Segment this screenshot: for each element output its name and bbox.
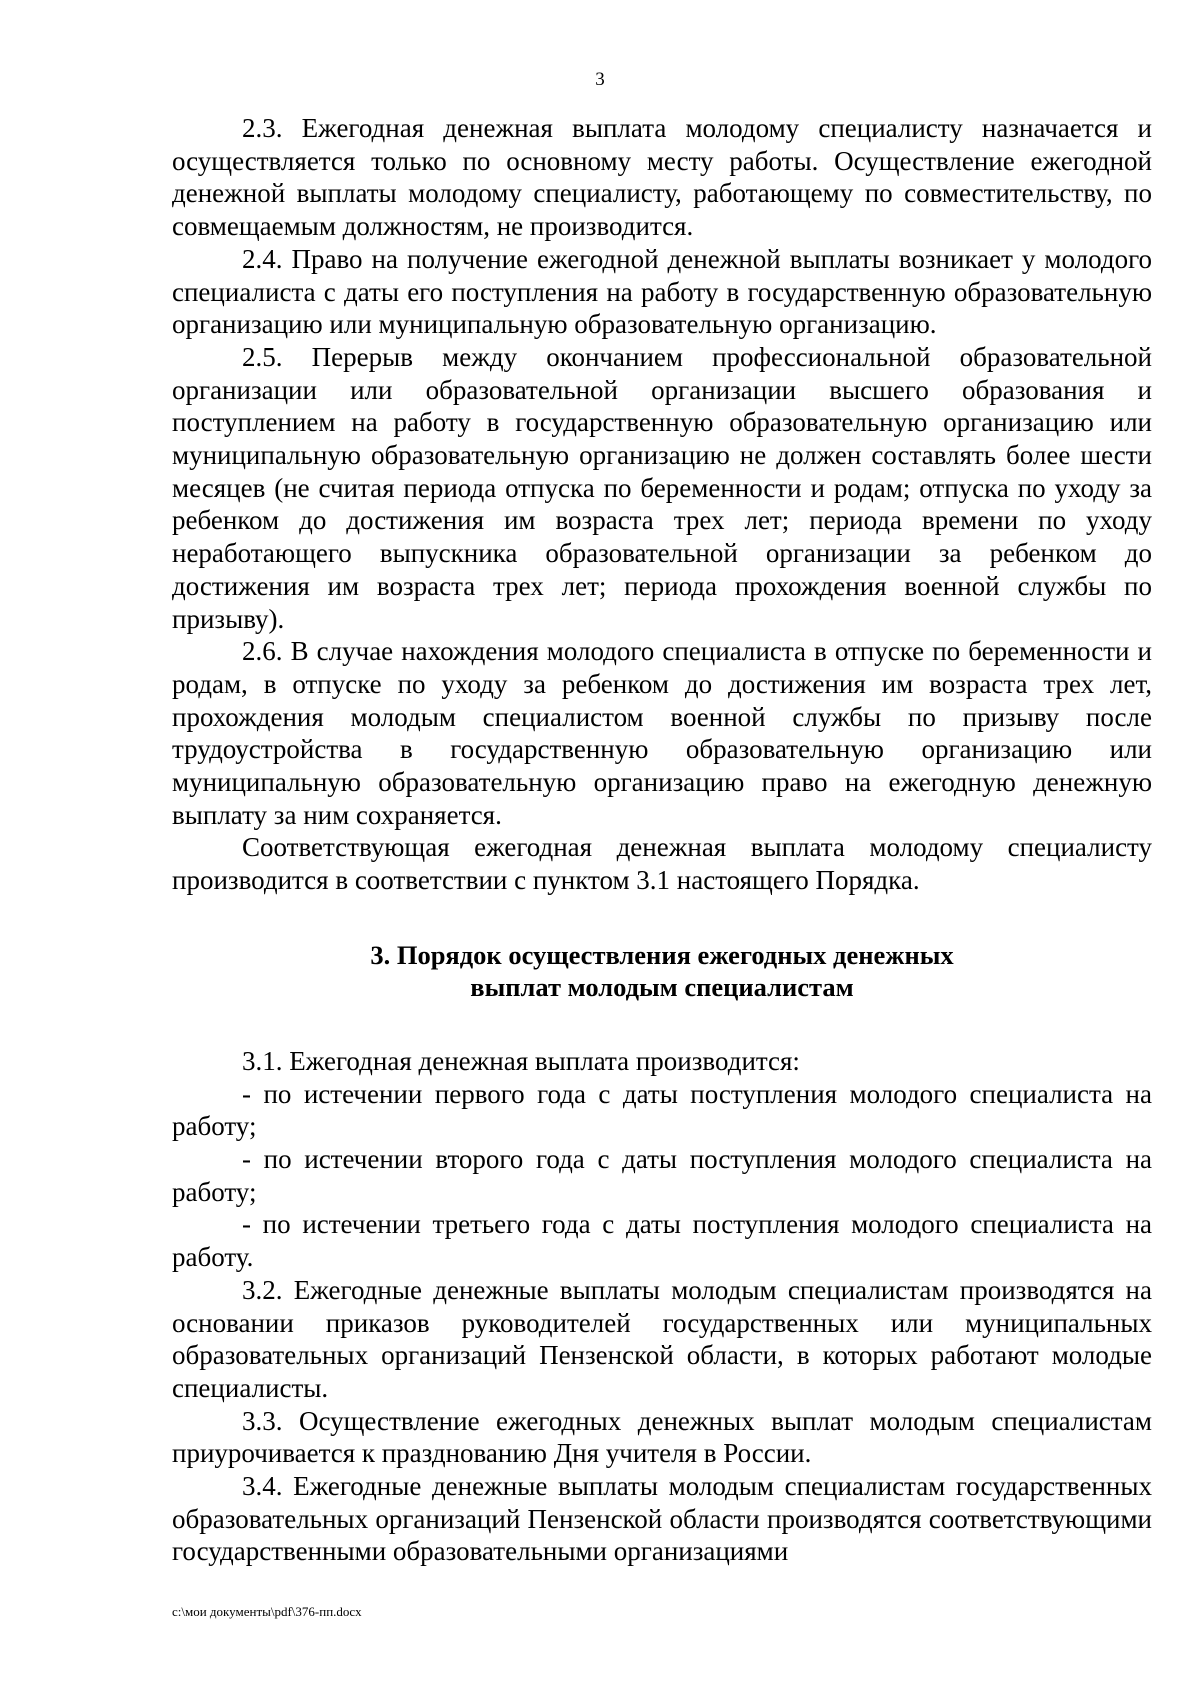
- paragraph-2-3: 2.3. Ежегодная денежная выплата молодому специалисту назначается и осуществляется только по основному месту работы. Осуществление ежегодной денежной выплаты молодому специалисту, работающему по совместительству, по совмещаемым должностям, не производится.: [172, 113, 1152, 242]
- list-item-second-year: - по истечении второго года с даты поступления молодого специалиста на работу;: [172, 1143, 1152, 1207]
- paragraph-2-6: 2.6. В случае нахождения молодого специалиста в отпуске по беременности и родам, в отпуске по уходу за ребенком до достижения им возраста трех лет, прохождения молодым специалистом военной службы по призыву после трудоустройства в государственную образовательную организацию или муниципальную образовательную организацию право на ежегодную денежную выплату за ним сохраняется.: [172, 636, 1152, 830]
- document-body: [172, 112, 1152, 1568]
- footer-file-path: c:\мои документы\pdf\376-пп.docx: [172, 1604, 362, 1619]
- paragraph-3-1: 3.1. Ежегодная денежная выплата производится:: [242, 1045, 800, 1076]
- list-item-first-year: - по истечении первого года с даты поступления молодого специалиста на работу;: [172, 1078, 1152, 1142]
- paragraph-3-3: 3.3. Осуществление ежегодных денежных выплат молодым специалистам приурочивается к празднованию Дня учителя в России.: [172, 1405, 1152, 1469]
- section-heading: [172, 939, 1152, 1003]
- paragraph-2-6-continued: Соответствующая ежегодная денежная выплата молодому специалисту производится в соответствии с пунктом 3.1 настоящего Порядка.: [172, 832, 1152, 896]
- list-item-third-year: - по истечении третьего года с даты поступления молодого специалиста на работу.: [172, 1209, 1152, 1273]
- paragraph-2-5: 2.5. Перерыв между окончанием профессиональной образовательной организации или образовательной организации высшего образования и поступлением на работу в государственную образовательную организацию или муниципальную образовательную организацию не должен составлять более шести месяцев (не считая периода отпуска по беременности и родам; отпуска по уходу за ребенком до достижения им возраста трех лет; периода времени по уходу неработающего выпускника образовательной организации за ребенком до достижения им возраста трех лет; периода прохождения военной службы по призыву).: [172, 341, 1152, 634]
- paragraph-3-2: 3.2. Ежегодные денежные выплаты молодым специалистам производятся на основании приказов руководителей государственных или муниципальных образовательных организаций Пензенской области, в которых работают молодые специалисты.: [172, 1274, 1152, 1403]
- section-heading-line-2: выплат молодым специалистам: [470, 971, 854, 1002]
- paragraph-3-4: 3.4. Ежегодные денежные выплаты молодым специалистам государственных образовательных организаций Пензенской области производятся соответствующими государственными образовательными организациями: [172, 1471, 1152, 1567]
- paragraph-2-4: 2.4. Право на получение ежегодной денежной выплаты возникает у молодого специалиста с даты его поступления на работу в государственную образовательную организацию или муниципальную образовательную организацию.: [172, 243, 1152, 340]
- section-heading-line-1: 3. Порядок осуществления ежегодных денежных: [370, 939, 954, 970]
- page-number: 3: [595, 69, 605, 90]
